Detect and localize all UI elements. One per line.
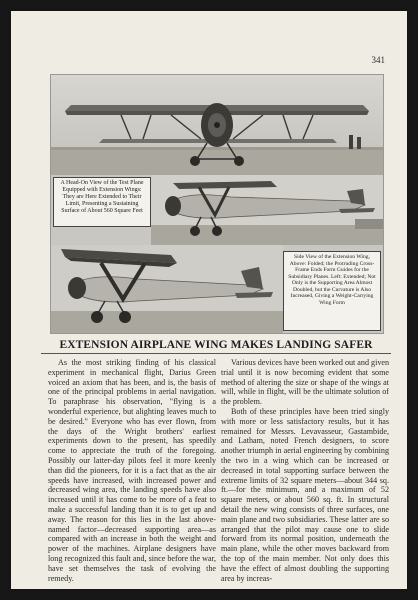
article-right-column — [221, 358, 389, 583]
photo-plate — [50, 74, 384, 334]
side-view-extended-photo — [51, 245, 283, 333]
left-column-text: As the most striking finding of his classical experiment in mechanical flight, Darius Green voiced an axiom that has been, and is, the basis of one of the principal problems in aerial navigation. To paraphrase his observation, "flying is a wonderful experience, but alighting leaves much to be desired." Everyone who has ever flown, from the days of the Wright brothers' earliest experiments down to the present, has speedily come to appreciate the truth of the foregoing. Possibly our latter-day pilots feel it more keenly than did the pioneers, for it is a fact that as the air speeds have increased, with increased power and decreased wing area, the landing speeds have also increased until it has come to be more of a feat to make a successful landing than it is to get up and away. The reason for this lies in the last above-named factor—decreased supporting area—as compared with an increase in both the weight and power of the machines. Airplane designers have long recognized this fault and, since before the war, have set themselves the task of evolving the remedy. — [48, 358, 216, 583]
head-on-caption — [53, 177, 151, 227]
right-paragraph-2: Both of these principles have been tried singly with more or less satisfactory results, but it has remained for Messrs. Levavasseur, Gastambide, and Latham, noted French designers, to score another triumph in aerial engineering by combining the two in a wing which can be increased or decreased in total supporting surface between the extreme limits of 32 square meters—about 344 sq. ft.—for the minimum, and a maximum of 52 square meters, or about 560 sq. ft. In structural detail the new wing consists of three surfaces, one main plane and two subsidiaries. These latter are so arranged that the pilot may cause one to slide forward from its normal position, underneath the main plane, while the other moves backward from the top of the main member. Not only does this have the effect of almost doubling the supporting area by increas- — [221, 406, 389, 583]
magazine-page — [11, 11, 407, 589]
article-left-column — [48, 358, 216, 583]
side-view-caption-text: Side View of the Extension Wing, Above: Folded; the Protruding Cross-Frame Ends Form Guides for the Subsidiary Planes. Left: Extended; Not Only is the Supporting Area Almost Doubled, but the Curvature is Also Increased, Giving a Weight-Carrying Wing Form — [288, 254, 376, 306]
head-on-caption-text: A Head-On View of the Test Plane Equipped with Extension Wings: They are Here Extended to Their Limit, Presenting a Sustaining Surface of About 560 Square Feet — [60, 180, 144, 214]
right-paragraph-1: Various devices have been worked out and given trial until it is now becoming evident that some method of altering the size or shape of the wings at will, while in flight, will be the ultimate solution of the problem. — [221, 358, 390, 407]
side-view-folded-photo — [151, 175, 383, 245]
head-on-photo — [51, 75, 383, 175]
side-view-caption — [283, 251, 381, 331]
article-headline: EXTENSION AIRPLANE WING MAKES LANDING SAFER — [59, 339, 373, 351]
page-number: 341 — [371, 55, 385, 65]
headline-rule — [41, 353, 391, 354]
